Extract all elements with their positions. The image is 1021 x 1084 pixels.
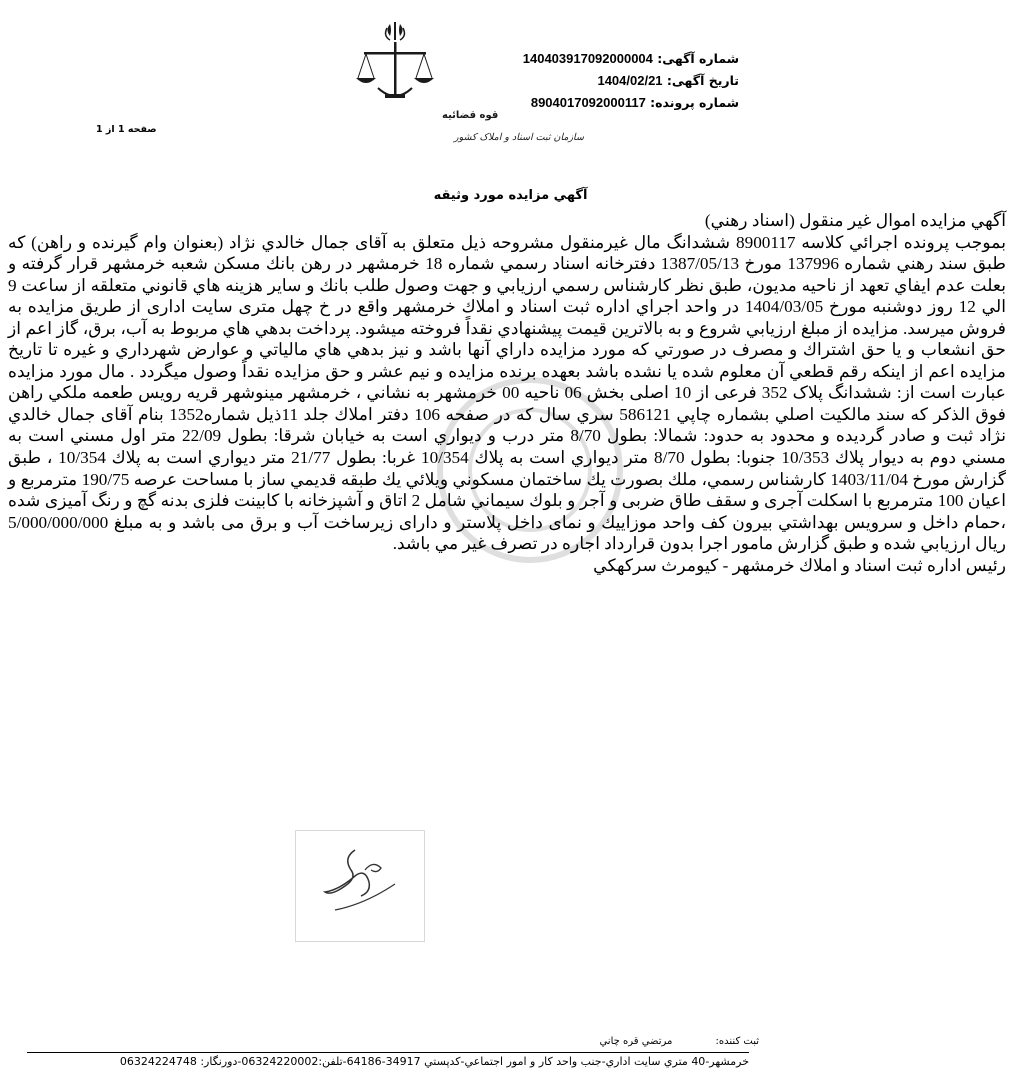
ad-date: 1404/02/21 bbox=[597, 73, 663, 88]
judiciary-logo bbox=[330, 18, 584, 153]
registrar bbox=[599, 1036, 759, 1047]
case-number-label: شماره پرونده: bbox=[650, 95, 739, 110]
ad-date-label: تاریخ آگهی: bbox=[666, 73, 739, 88]
ad-number-row bbox=[519, 48, 739, 70]
scales-emblem-icon bbox=[330, 18, 584, 153]
registrar-name: مرتضي قره چاني bbox=[599, 1036, 673, 1047]
footer-divider bbox=[27, 1052, 749, 1053]
ad-number-label: شماره آگهی: bbox=[657, 51, 739, 66]
notice-closing: رئيس اداره ثبت اسناد و املاك خرمشهر - كيومرث سركهكي bbox=[593, 555, 1006, 575]
document-title: آگهي مزايده مورد وثيقه bbox=[433, 188, 588, 203]
auction-notice-body bbox=[8, 210, 1006, 576]
ad-date-row bbox=[519, 70, 739, 92]
registrar-label: ثبت كننده: bbox=[715, 1036, 759, 1047]
ad-metadata bbox=[519, 48, 739, 114]
case-number: 8904017092000117 bbox=[530, 95, 646, 110]
logo-line1: قوه قضائیه bbox=[442, 110, 499, 121]
case-number-row bbox=[519, 92, 739, 114]
signature-icon bbox=[295, 830, 425, 942]
ad-number: 140403917092000004 bbox=[522, 51, 653, 66]
notice-text: بموجب پرونده اجرائي كلاسه 8900117 ششدانگ مال غيرمنقول مشروحه ذيل متعلق به آقای جمال خالدي نژاد (بعنوان وام گيرنده و راهن) كه طبق سند رهني شماره 137996 مورخ 1387/05/13 دفترخانه اسناد رسمي شماره 18 خرمشهر در رهن بانك مسكن شعبه خرمشهر قرار گرفته و بعلت عدم ايفاي تعهد از ناحيه مديون، طبق نظر كارشناس رسمي ارزيابي و جهت وصول طلب بانك و ساير هزينه هاي قانوني متعلقه از ساعت 9 الي 12 روز دوشنبه مورخ 1404/03/05 در واحد اجراي اداره ثبت اسناد و املاك خرمشهر واقع در خ چهل متری سايت اداری از طريق مزايده به فروش ميرسد. مزايده از مبلغ ارزيابي شروع و به بالاترين قيمت پيشنهادي نقداً فروخته ميشود. پرداخت بدهي هاي مربوط به آب، برق، گاز اعم از حق انشعاب و يا حق اشتراك و مصرف در صورتي كه مورد مزايده داراي آنها باشد و نيز بدهي هاي مالياتي و عوارض شهرداري و غيره تا تاريخ مزايده اعم از اينكه رقم قطعي آن معلوم شده يا نشده باشد بعهده برنده مزايده و نيم عشر و حق مزايده نقداً وصول ميگردد . مال مورد مزايده عبارت است از: ششدانگ پلاک 352 فرعی از 10 اصلی بخش 06 ناحیه 00 خرمشهر به نشاني ، خرمشهر مينوشهر قريه رويس طعمه ملكي راهن فوق الذكر كه سند مالكيت اصلي بشماره چاپي 586121 سري سال كه در صفحه 106 دفتر املاك جلد 11ذيل شماره1352 بنام آقای جمال خالدي نژاد ثبت و صادر گرديده و محدود به حدود: شمالا: بطول 8/70 متر درب و ديواري است به خيابان شرقا: بطول 22/09 متر اول مسني است به مسني دوم به ديوار پلاك 10/353 جنوبا: بطول 8/70 متر ديواري است به پلاك 10/354 غربا: بطول 21/77 متر ديواري است به پلاك 10/354 ، طبق گزارش مورخ 1403/11/04 كارشناس رسمي، ملك بصورت يك ساختمان مسكوني ويلائي يك طبقه قديمي ساز با مساحت عرصه 190/75 مترمربع و اعيان 100 مترمربع با اسكلت آجری و سقف طاق ضربی و آجر و بلوك سيماني شامل 2 اتاق و آشپزخانه با كابينت فلزی بدنه گچ و رنگ آميزی شده ،حمام داخل و سرويس بهداشتي بيرون كف واحد موزاييك و نمای داخل پلاستر و دارای زيرساخت آب و برق می باشد و به مبلغ 5/000/000/000 ريال ارزيابي شده و طبق گزارش مامور اجرا بدون قرارداد اجاره در تصرف غير مي باشد. bbox=[8, 232, 1007, 554]
logo-line2: سازمان ثبت اسناد و املاک کشور bbox=[454, 132, 584, 143]
notice-intro: آگهي مزايده اموال غير منقول (اسناد رهني) bbox=[704, 211, 1006, 230]
footer-address: خرمشهر-40 متري سايت اداري-جنب واحد كار و امور اجتماعي-كدپستي 34917-64186-تلفن:06324220002-دورنگار: 06324224748 bbox=[119, 1055, 749, 1068]
page-indicator: صفحه 1 از 1 bbox=[96, 124, 157, 135]
